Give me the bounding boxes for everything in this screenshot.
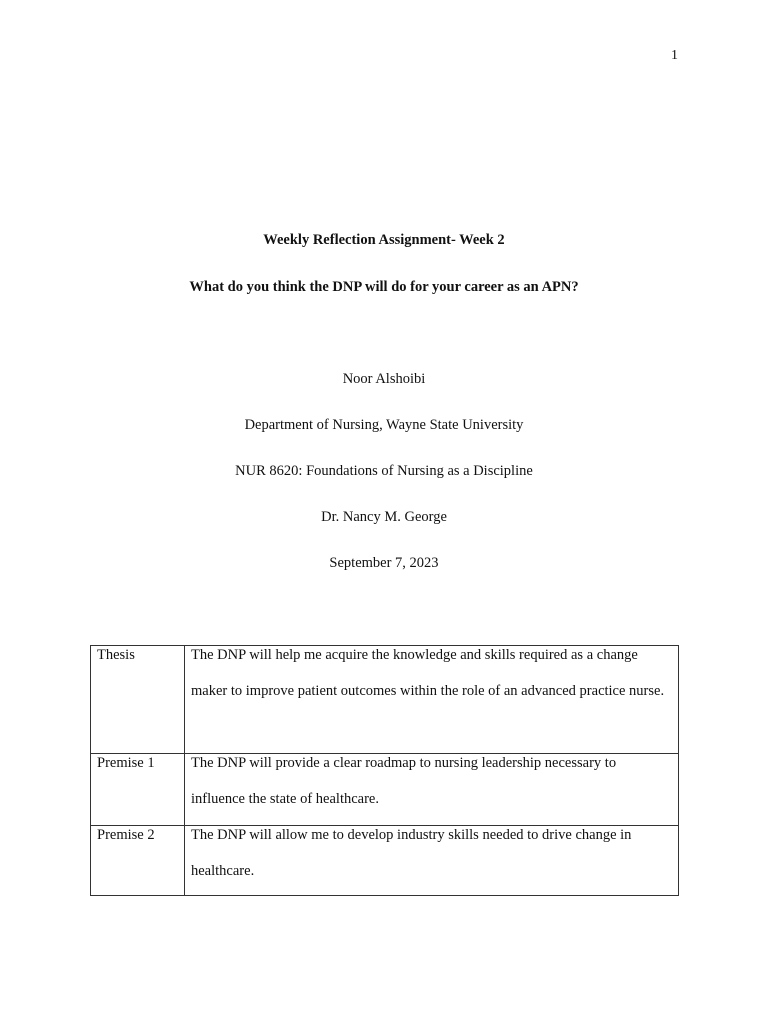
row-text: The DNP will provide a clear roadmap to nursing leadership necessary to influence the state of healthcare. bbox=[191, 755, 617, 807]
department-line: Department of Nursing, Wayne State University bbox=[244, 417, 524, 433]
row-label: Premise 1 bbox=[97, 755, 155, 771]
document-question: What do you think the DNP will do for your career as an APN? bbox=[189, 279, 579, 295]
author-name: Noor Alshoibi bbox=[342, 371, 426, 387]
row-text-cell bbox=[185, 754, 679, 826]
course-line: NUR 8620: Foundations of Nursing as a Discipline bbox=[235, 463, 533, 479]
row-label: Premise 2 bbox=[97, 827, 155, 843]
row-label: Thesis bbox=[97, 647, 135, 663]
row-text-cell bbox=[185, 826, 679, 896]
table-row bbox=[91, 646, 679, 754]
row-text-cell bbox=[185, 646, 679, 754]
table-row bbox=[91, 826, 679, 896]
date-line: September 7, 2023 bbox=[329, 555, 439, 571]
row-text: The DNP will help me acquire the knowledge and skills required as a change maker to improve patient outcomes within the role of an advanced practice nurse. bbox=[191, 647, 665, 699]
instructor-line: Dr. Nancy M. George bbox=[321, 509, 447, 525]
argument-table bbox=[90, 645, 679, 896]
document-title: Weekly Reflection Assignment- Week 2 bbox=[263, 232, 505, 248]
page-number: 1 bbox=[671, 48, 678, 63]
table-row bbox=[91, 754, 679, 826]
row-label-cell bbox=[91, 826, 185, 896]
row-label-cell bbox=[91, 754, 185, 826]
row-text: The DNP will allow me to develop industry skills needed to drive change in healthcare. bbox=[191, 827, 632, 879]
row-label-cell bbox=[91, 646, 185, 754]
